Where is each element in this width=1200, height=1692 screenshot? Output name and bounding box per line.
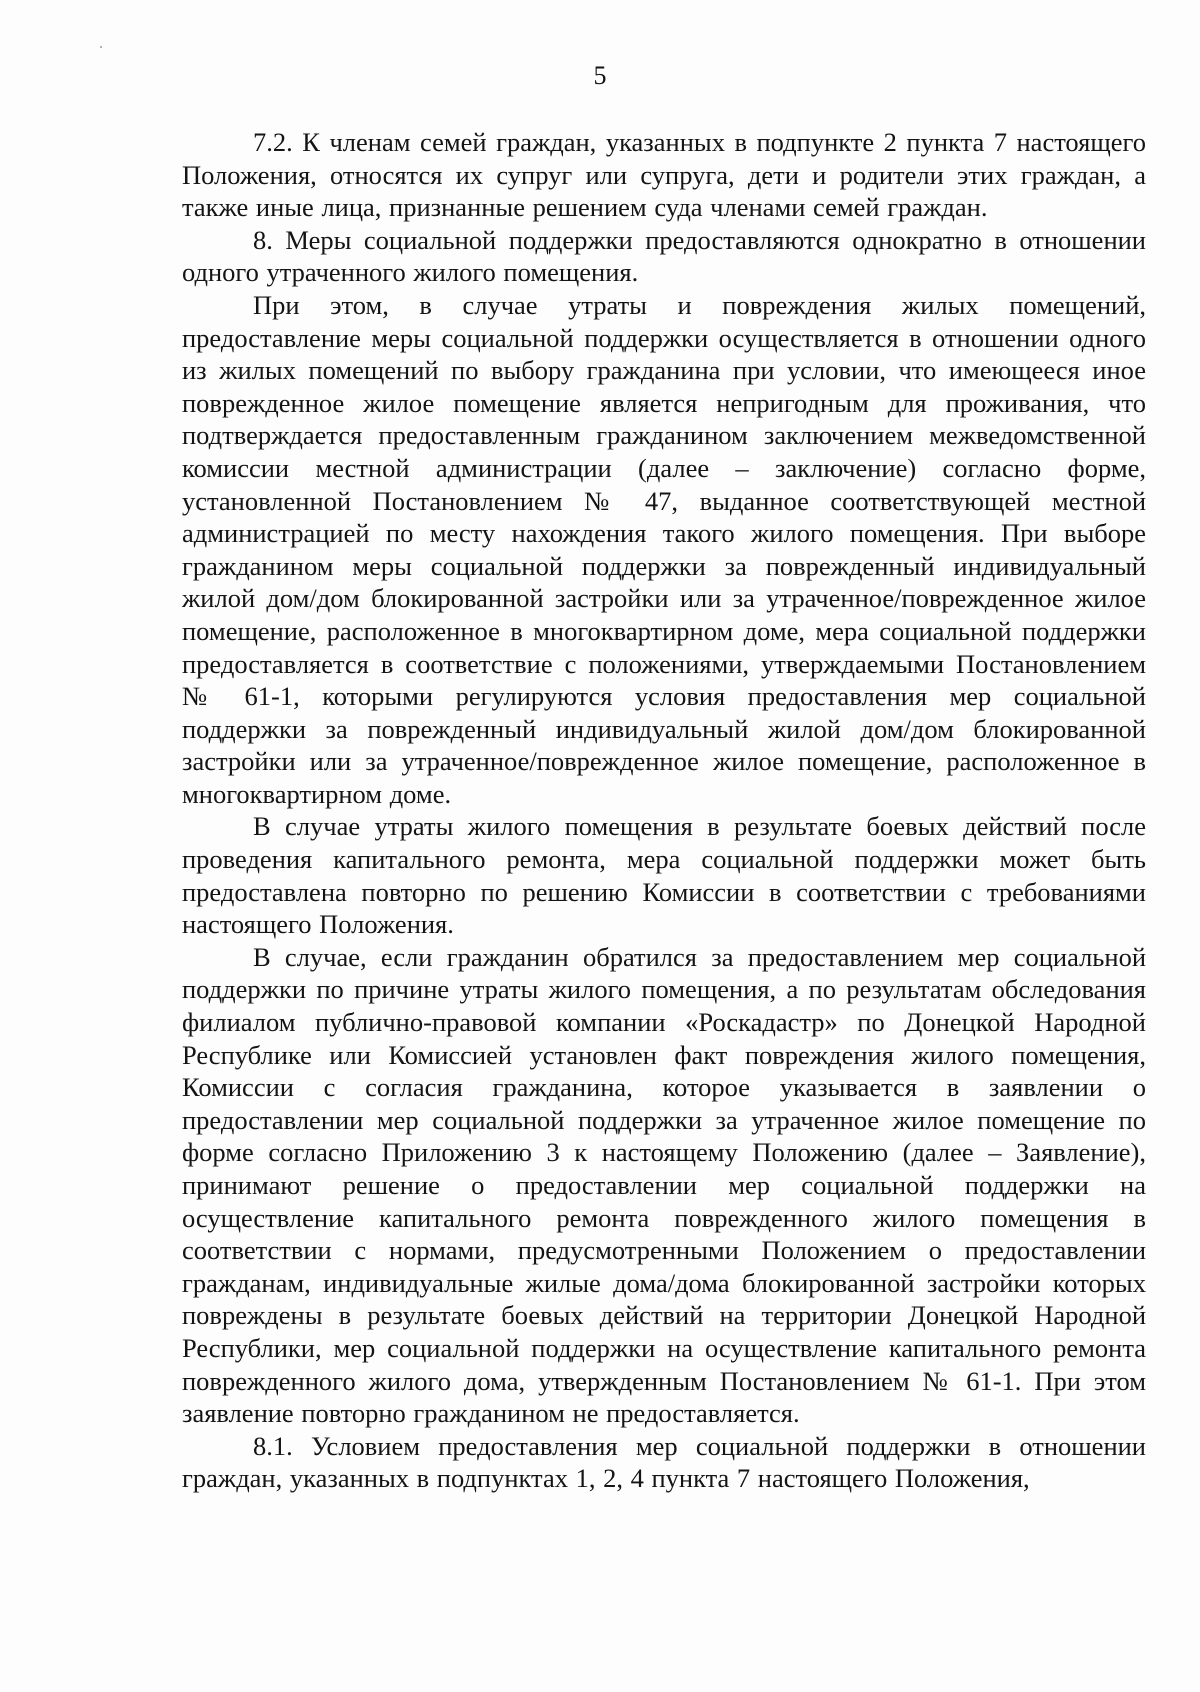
paragraph-8-repair-decision: В случае, если гражданин обратился за предоставлением мер социальной поддержки по причине утраты жилого помещения, а по результатам обследования филиалом публично-правовой компании «Роскадастр» по Донецкой Народной Республике или Комиссией установлен факт повреждения жилого помещения, Комиссии с согласия гражданина, которое указывается в заявлении о предоставлении мер социальной поддержки за утраченное жилое помещение по форме согласно Приложению 3 к настоящему Положению (далее – Заявление), принимают решение о предоставлении мер социальной поддержки на осуществление капитального ремонта поврежденного жилого помещения в соответствии с нормами, предусмотренными Положением о предоставлении гражданам, индивидуальные жилые дома/дома блокированной застройки которых повреждены в результате боевых действий на территории Донецкой Народной Республики, мер социальной поддержки на осуществление капитального ремонта поврежденного жилого дома, утвержденным Постановлением № 61-1. При этом заявление повторно гражданином не предоставляется. bbox=[182, 941, 1146, 1429]
scan-speck bbox=[100, 46, 102, 48]
paragraph-8: 8. Меры социальной поддержки предоставляются однократно в отношении одного утраченного жилого помещения. bbox=[182, 224, 1146, 288]
page-number: 5 bbox=[593, 61, 607, 90]
paragraph-7-2: 7.2. К членам семей граждан, указанных в подпункте 2 пункта 7 настоящего Положения, относятся их супруг или супруга, дети и родители этих граждан, а также иные лица, признанные решением суда членами семей граждан. bbox=[182, 127, 1146, 223]
paragraph-8-damage-condition: При этом, в случае утраты и повреждения жилых помещений, предоставление меры социальной поддержки осуществляется в отношении одного из жилых помещений по выбору гражданина при условии, что имеющееся иное поврежденное жилое помещение является непригодным для проживания, что подтверждается предоставленным гражданином заключением межведомственной комиссии местной администрации (далее – заключение) согласно форме, установленной Постановлением № 47, выданное соответствующей местной администрацией по месту нахождения такого жилого помещения. При выборе гражданином меры социальной поддержки за поврежденный индивидуальный жилой дом/дом блокированной застройки или за утраченное/поврежденное жилое помещение, расположенное в многоквартирном доме, мера социальной поддержки предоставляется в соответствие с положениями, утверждаемыми Постановлением № 61-1, которыми регулируются условия предоставления мер социальной поддержки за поврежденный индивидуальный жилой дом/дом блокированной застройки или за утраченное/поврежденное жилое помещение, расположенное в многоквартирном доме. bbox=[182, 289, 1146, 809]
document-body bbox=[182, 126, 1146, 1495]
paragraph-8-repeat-support: В случае утраты жилого помещения в результате боевых действий после проведения капитального ремонта, мера социальной поддержки может быть предоставлена повторно по решению Комиссии в соответствии с требованиями настоящего Положения. bbox=[182, 811, 1146, 940]
paragraph-8-1: 8.1. Условием предоставления мер социальной поддержки в отношении граждан, указанных в подпунктах 1, 2, 4 пункта 7 настоящего Положения, bbox=[182, 1430, 1146, 1494]
